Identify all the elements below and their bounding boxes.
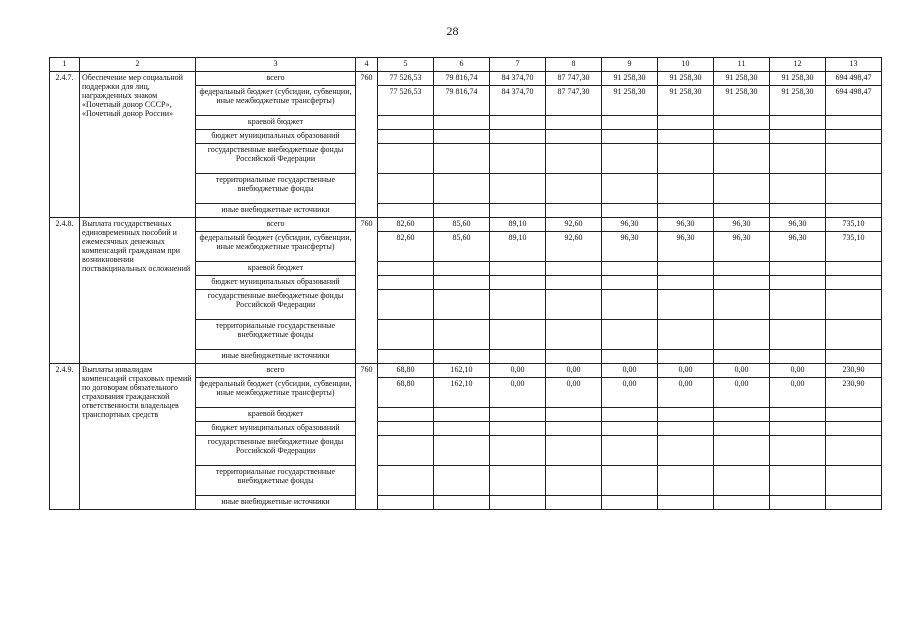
funding-source: бюджет муниципальных образований	[196, 130, 356, 144]
column-header: 8	[546, 58, 602, 72]
value-cell	[546, 408, 602, 422]
value-cell	[378, 276, 434, 290]
total-value-cell	[826, 436, 882, 466]
value-cell	[714, 262, 770, 276]
value-cell: 96,30	[714, 218, 770, 232]
value-cell: 91 258,30	[714, 72, 770, 86]
value-cell	[546, 290, 602, 320]
section-number: 2.4.9.	[50, 364, 80, 510]
value-cell	[378, 350, 434, 364]
value-cell	[770, 350, 826, 364]
column-header: 11	[714, 58, 770, 72]
total-value-cell: 230,90	[826, 364, 882, 378]
funding-source: краевой бюджет	[196, 116, 356, 130]
value-cell	[490, 290, 546, 320]
value-cell	[434, 496, 490, 510]
value-cell	[714, 422, 770, 436]
value-cell: 85,60	[434, 218, 490, 232]
value-cell	[378, 204, 434, 218]
value-cell: 79 816,74	[434, 72, 490, 86]
value-cell	[658, 290, 714, 320]
page-number: 28	[446, 24, 459, 38]
total-value-cell	[826, 466, 882, 496]
column-header: 12	[770, 58, 826, 72]
funding-source: иные внебюджетные источники	[196, 350, 356, 364]
total-value-cell	[826, 350, 882, 364]
value-cell: 96,30	[602, 218, 658, 232]
value-cell	[434, 262, 490, 276]
value-cell	[714, 174, 770, 204]
value-cell	[770, 144, 826, 174]
value-cell	[602, 116, 658, 130]
value-cell: 0,00	[490, 378, 546, 408]
value-cell	[378, 130, 434, 144]
total-value-cell	[826, 204, 882, 218]
value-cell: 96,30	[658, 218, 714, 232]
value-cell	[434, 130, 490, 144]
value-cell	[770, 422, 826, 436]
value-cell	[434, 174, 490, 204]
value-cell	[378, 116, 434, 130]
value-cell: 91 258,30	[602, 72, 658, 86]
value-cell	[602, 496, 658, 510]
value-cell	[490, 408, 546, 422]
funding-source: всего	[196, 364, 356, 378]
value-cell	[490, 174, 546, 204]
value-cell	[658, 130, 714, 144]
column-header: 5	[378, 58, 434, 72]
column-header: 10	[658, 58, 714, 72]
value-cell	[490, 116, 546, 130]
value-cell	[658, 320, 714, 350]
total-value-cell	[826, 130, 882, 144]
value-cell	[378, 320, 434, 350]
value-cell	[546, 276, 602, 290]
section-number: 2.4.8.	[50, 218, 80, 364]
value-cell: 0,00	[602, 364, 658, 378]
budget-code: 760	[356, 218, 378, 364]
value-cell	[378, 262, 434, 276]
budget-code: 760	[356, 72, 378, 218]
value-cell	[434, 290, 490, 320]
value-cell	[434, 408, 490, 422]
value-cell	[602, 130, 658, 144]
value-cell	[770, 436, 826, 466]
value-cell: 162,10	[434, 364, 490, 378]
value-cell	[490, 204, 546, 218]
value-cell: 77 526,53	[378, 86, 434, 116]
value-cell	[546, 204, 602, 218]
value-cell	[602, 276, 658, 290]
total-value-cell	[826, 422, 882, 436]
budget-table	[49, 57, 882, 510]
value-cell: 0,00	[770, 364, 826, 378]
total-value-cell: 735,10	[826, 218, 882, 232]
value-cell	[490, 496, 546, 510]
value-cell	[378, 422, 434, 436]
value-cell	[714, 290, 770, 320]
total-value-cell	[826, 496, 882, 510]
value-cell	[658, 144, 714, 174]
value-cell	[714, 276, 770, 290]
total-value-cell	[826, 262, 882, 276]
column-header: 4	[356, 58, 378, 72]
table-row	[50, 364, 882, 378]
value-cell	[546, 130, 602, 144]
funding-source: бюджет муниципальных образований	[196, 276, 356, 290]
header-row	[50, 58, 882, 72]
total-value-cell: 694 498,47	[826, 86, 882, 116]
value-cell	[546, 174, 602, 204]
value-cell: 79 816,74	[434, 86, 490, 116]
value-cell	[770, 320, 826, 350]
value-cell	[658, 408, 714, 422]
value-cell: 96,30	[770, 232, 826, 262]
funding-source: территориальные государственные внебюджетные фонды	[196, 174, 356, 204]
value-cell	[770, 262, 826, 276]
table-row	[50, 218, 882, 232]
column-header: 9	[602, 58, 658, 72]
total-value-cell	[826, 408, 882, 422]
value-cell: 0,00	[490, 364, 546, 378]
value-cell	[546, 320, 602, 350]
budget-code: 760	[356, 364, 378, 510]
value-cell	[714, 144, 770, 174]
value-cell: 89,10	[490, 232, 546, 262]
value-cell	[658, 116, 714, 130]
value-cell	[714, 204, 770, 218]
value-cell	[770, 408, 826, 422]
value-cell: 0,00	[546, 378, 602, 408]
value-cell	[434, 320, 490, 350]
value-cell	[434, 144, 490, 174]
value-cell	[546, 350, 602, 364]
funding-source: краевой бюджет	[196, 408, 356, 422]
value-cell: 82,60	[378, 232, 434, 262]
value-cell	[714, 466, 770, 496]
value-cell	[714, 130, 770, 144]
value-cell	[602, 320, 658, 350]
value-cell	[434, 276, 490, 290]
funding-source: бюджет муниципальных образований	[196, 422, 356, 436]
value-cell	[602, 436, 658, 466]
value-cell	[546, 422, 602, 436]
value-cell: 96,30	[770, 218, 826, 232]
column-header: 1	[50, 58, 80, 72]
total-value-cell	[826, 290, 882, 320]
value-cell	[602, 408, 658, 422]
value-cell: 0,00	[658, 378, 714, 408]
value-cell	[546, 144, 602, 174]
total-value-cell: 230,90	[826, 378, 882, 408]
value-cell: 0,00	[770, 378, 826, 408]
total-value-cell	[826, 276, 882, 290]
value-cell	[602, 174, 658, 204]
value-cell: 91 258,30	[658, 86, 714, 116]
value-cell	[378, 496, 434, 510]
value-cell	[378, 144, 434, 174]
funding-source: всего	[196, 72, 356, 86]
funding-source: федеральный бюджет (субсидии, субвенции, иные межбюджетные трансферты)	[196, 86, 356, 116]
value-cell	[770, 174, 826, 204]
value-cell: 96,30	[658, 232, 714, 262]
section-name: Выплаты инвалидам компенсаций страховых премий по договорам обязательного страхования гражданской ответственности владельцев транспортных средств	[80, 364, 196, 510]
value-cell: 82,60	[378, 218, 434, 232]
value-cell	[602, 466, 658, 496]
value-cell	[546, 262, 602, 276]
funding-source: иные внебюджетные источники	[196, 496, 356, 510]
value-cell	[434, 466, 490, 496]
section-name: Выплата государственных единовременных пособий и ежемесячных денежных компенсаций гражданам при возникновении поствакцинальных осложнений	[80, 218, 196, 364]
column-header: 2	[80, 58, 196, 72]
value-cell	[770, 496, 826, 510]
column-header: 13	[826, 58, 882, 72]
value-cell	[434, 116, 490, 130]
value-cell	[714, 436, 770, 466]
value-cell: 96,30	[602, 232, 658, 262]
funding-source: иные внебюджетные источники	[196, 204, 356, 218]
value-cell	[378, 466, 434, 496]
total-value-cell	[826, 174, 882, 204]
value-cell: 87 747,30	[546, 72, 602, 86]
value-cell	[658, 276, 714, 290]
value-cell	[434, 436, 490, 466]
value-cell	[434, 204, 490, 218]
value-cell	[714, 320, 770, 350]
value-cell: 84 374,70	[490, 72, 546, 86]
value-cell	[770, 204, 826, 218]
value-cell: 91 258,30	[714, 86, 770, 116]
value-cell: 77 526,53	[378, 72, 434, 86]
value-cell	[378, 290, 434, 320]
total-value-cell: 694 498,47	[826, 72, 882, 86]
column-header: 3	[196, 58, 356, 72]
value-cell	[602, 422, 658, 436]
value-cell	[434, 350, 490, 364]
value-cell: 92,60	[546, 232, 602, 262]
value-cell	[658, 466, 714, 496]
value-cell	[658, 350, 714, 364]
value-cell: 92,60	[546, 218, 602, 232]
funding-source: территориальные государственные внебюджетные фонды	[196, 466, 356, 496]
funding-source: федеральный бюджет (субсидии, субвенции, иные межбюджетные трансферты)	[196, 232, 356, 262]
value-cell	[490, 276, 546, 290]
funding-source: федеральный бюджет (субсидии, субвенции, иные межбюджетные трансферты)	[196, 378, 356, 408]
value-cell: 91 258,30	[658, 72, 714, 86]
funding-source: краевой бюджет	[196, 262, 356, 276]
value-cell: 68,80	[378, 364, 434, 378]
value-cell	[546, 116, 602, 130]
value-cell	[770, 466, 826, 496]
value-cell	[490, 436, 546, 466]
value-cell	[658, 174, 714, 204]
total-value-cell	[826, 116, 882, 130]
column-header: 6	[434, 58, 490, 72]
value-cell	[602, 144, 658, 174]
value-cell	[602, 350, 658, 364]
value-cell	[770, 290, 826, 320]
value-cell	[714, 116, 770, 130]
value-cell	[770, 116, 826, 130]
table-body	[50, 72, 882, 510]
value-cell: 91 258,30	[770, 72, 826, 86]
value-cell	[434, 422, 490, 436]
value-cell	[490, 130, 546, 144]
value-cell: 85,60	[434, 232, 490, 262]
value-cell	[658, 496, 714, 510]
value-cell	[658, 262, 714, 276]
value-cell: 162,10	[434, 378, 490, 408]
total-value-cell	[826, 144, 882, 174]
value-cell	[602, 262, 658, 276]
value-cell: 91 258,30	[770, 86, 826, 116]
value-cell	[546, 436, 602, 466]
total-value-cell	[826, 320, 882, 350]
value-cell: 0,00	[714, 364, 770, 378]
value-cell	[658, 436, 714, 466]
table-row	[50, 72, 882, 86]
value-cell	[490, 466, 546, 496]
funding-source: государственные внебюджетные фонды Российской Федерации	[196, 436, 356, 466]
section-name: Обеспечение мер социальной поддержки для лиц, награжденных знаком «Почетный донор СССР», «Почетный донор России»	[80, 72, 196, 218]
value-cell: 84 374,70	[490, 86, 546, 116]
value-cell	[546, 466, 602, 496]
funding-source: всего	[196, 218, 356, 232]
funding-source: территориальные государственные внебюджетные фонды	[196, 320, 356, 350]
value-cell: 91 258,30	[602, 86, 658, 116]
value-cell: 0,00	[602, 378, 658, 408]
value-cell	[490, 422, 546, 436]
value-cell	[546, 496, 602, 510]
value-cell: 96,30	[714, 232, 770, 262]
value-cell	[602, 290, 658, 320]
value-cell	[602, 204, 658, 218]
value-cell: 0,00	[658, 364, 714, 378]
value-cell: 89,10	[490, 218, 546, 232]
value-cell: 87 747,30	[546, 86, 602, 116]
value-cell	[714, 408, 770, 422]
funding-source: государственные внебюджетные фонды Российской Федерации	[196, 290, 356, 320]
value-cell	[714, 350, 770, 364]
section-number: 2.4.7.	[50, 72, 80, 218]
value-cell	[378, 436, 434, 466]
value-cell: 0,00	[714, 378, 770, 408]
value-cell	[770, 130, 826, 144]
value-cell	[714, 496, 770, 510]
column-header: 7	[490, 58, 546, 72]
value-cell	[490, 144, 546, 174]
value-cell	[658, 422, 714, 436]
value-cell	[490, 350, 546, 364]
value-cell: 68,80	[378, 378, 434, 408]
value-cell	[490, 262, 546, 276]
value-cell	[378, 408, 434, 422]
value-cell	[490, 320, 546, 350]
value-cell	[770, 276, 826, 290]
funding-source: государственные внебюджетные фонды Российской Федерации	[196, 144, 356, 174]
total-value-cell: 735,10	[826, 232, 882, 262]
value-cell	[378, 174, 434, 204]
value-cell: 0,00	[546, 364, 602, 378]
value-cell	[658, 204, 714, 218]
